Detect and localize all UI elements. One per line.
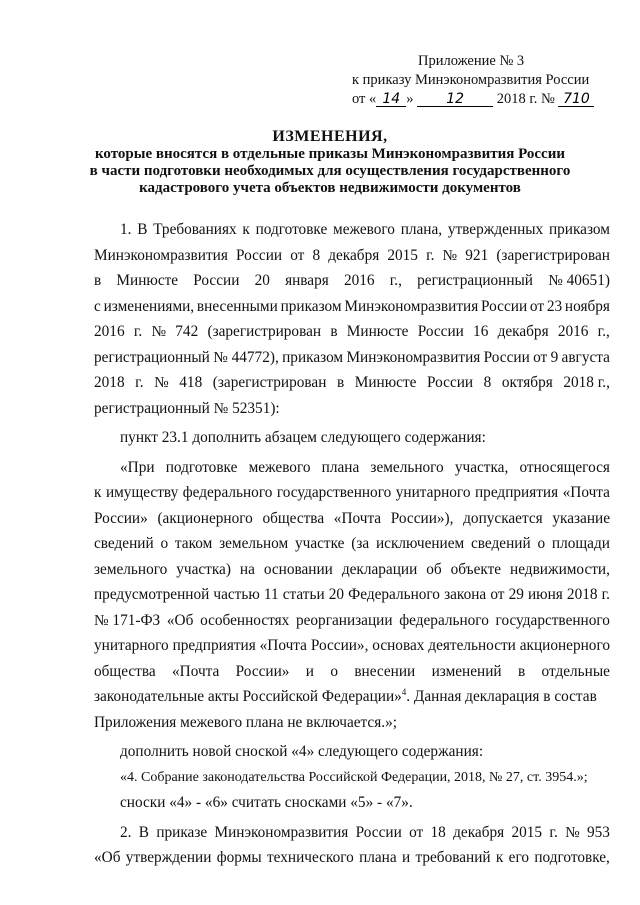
handwritten-order-number: 710	[558, 92, 594, 107]
word: унитарного	[395, 484, 471, 501]
handwritten-month: 12	[417, 92, 493, 107]
word: относящегося	[519, 458, 610, 476]
word: внесении	[354, 662, 416, 680]
paragraph-2: пункт 23.1 дополнить абзацем следующего содержания:	[120, 429, 486, 446]
word: России	[417, 323, 464, 340]
text-line	[94, 659, 610, 685]
word: и	[401, 849, 411, 866]
word: декабря	[453, 823, 505, 841]
word: межевого	[248, 458, 311, 476]
word: о	[160, 535, 169, 552]
word: изменениями,	[103, 297, 195, 315]
word: «Почта	[333, 509, 382, 527]
year-text: 2018 г. №	[496, 91, 555, 107]
text-line: регистрационный № 52351):	[94, 399, 280, 417]
appendix-header	[352, 52, 612, 109]
word: объекте	[450, 560, 502, 578]
word: г.,	[389, 272, 402, 289]
word: подготовке	[255, 221, 328, 238]
paragraph-4: дополнить новой сноской «4» следующего содержания:	[120, 743, 484, 760]
word: (за	[351, 535, 370, 552]
appendix-order-ref: к приказу Минэкономразвития России	[352, 72, 590, 88]
word: России	[427, 374, 474, 391]
word: июня	[527, 586, 563, 603]
word: №	[565, 823, 580, 841]
word: России	[481, 297, 528, 315]
word: закона	[444, 586, 487, 603]
word: 2016	[557, 323, 589, 340]
word: России	[355, 823, 402, 841]
word: 20	[254, 272, 270, 289]
word: приказом	[548, 221, 610, 238]
word: г.	[133, 323, 143, 340]
word: земельного	[94, 560, 168, 578]
word: исключением	[375, 535, 465, 552]
word: (акционерного	[157, 509, 253, 527]
word: №	[151, 323, 167, 340]
title-heading: ИЗМЕНЕНИЯ,	[272, 128, 388, 145]
word: акционерного	[519, 637, 610, 654]
word: имуществу	[105, 484, 179, 501]
word: 921	[465, 246, 489, 264]
word: плана	[359, 849, 397, 866]
word: от	[533, 348, 548, 366]
word: сведений	[471, 535, 531, 552]
word: 11	[263, 586, 279, 603]
word: 2015	[387, 246, 418, 264]
word: № 171-ФЗ	[94, 611, 161, 629]
word: особенностях	[200, 611, 290, 629]
word: Минэкономразвития	[94, 246, 228, 264]
word: октября	[501, 374, 553, 391]
word: статьи	[282, 586, 325, 603]
word: 2018	[94, 374, 125, 391]
word: 742	[175, 323, 199, 340]
word: сведений	[94, 535, 154, 552]
word: формы	[216, 849, 262, 866]
word: 1.	[120, 221, 132, 238]
word: России»	[235, 662, 290, 680]
text-line	[94, 319, 610, 345]
word: приказом	[282, 348, 344, 366]
word: Минюсте	[354, 374, 417, 391]
word: 953	[587, 823, 610, 841]
word: России	[235, 246, 283, 264]
word: 9	[550, 348, 559, 366]
word: технического	[266, 849, 354, 866]
text-line	[94, 633, 610, 659]
word: №	[154, 374, 169, 391]
word: (зарегистрирован	[207, 323, 322, 340]
word: «При	[120, 458, 155, 476]
word: Минэкономразвития	[346, 348, 481, 366]
word: В	[138, 823, 149, 841]
word: приказом	[280, 297, 342, 315]
word: 18	[430, 823, 446, 841]
word: предприятия	[474, 484, 559, 501]
word: 2015	[511, 823, 543, 841]
text-line	[94, 243, 610, 269]
word: государственного	[495, 611, 610, 629]
word: Минюсте	[116, 272, 179, 289]
word: государственного	[276, 484, 392, 501]
word: от	[490, 586, 505, 603]
word: «Об	[94, 849, 121, 866]
document-title	[60, 128, 600, 197]
word: с	[94, 297, 101, 315]
word: земельного	[370, 458, 444, 476]
word: от	[290, 246, 305, 264]
word: о	[330, 662, 338, 680]
appendix-number: Приложение № 3	[418, 53, 525, 69]
text-line	[94, 582, 610, 608]
word: Требованиях	[153, 221, 237, 238]
footnote-ref: 4	[401, 686, 407, 697]
word: требований	[415, 849, 491, 866]
text-line	[94, 820, 610, 846]
word: регистрационный	[94, 348, 210, 366]
word: 8	[312, 246, 321, 264]
word: 2.	[120, 823, 132, 841]
word: к	[94, 484, 102, 501]
word: Минэкономразвития	[214, 823, 349, 841]
paragraph-6: сноски «4» - «6» считать сносками «5» - «7».	[120, 794, 413, 811]
appendix-date-line	[352, 90, 612, 109]
word: к	[242, 221, 250, 238]
word: декабря	[497, 323, 549, 340]
text-line	[94, 531, 610, 557]
text-line: Приложения межевого плана не включается.»;	[94, 713, 397, 731]
word: утвержденных	[447, 221, 544, 238]
word: основании	[263, 560, 333, 578]
text-line	[94, 217, 610, 243]
word: деятельности	[428, 637, 516, 654]
word: России	[483, 348, 530, 366]
text-line	[94, 370, 610, 396]
word: г.	[135, 374, 144, 391]
word: подготовке,	[534, 849, 610, 866]
word: г.	[426, 246, 435, 264]
word: ноября	[564, 297, 610, 315]
word: января	[285, 272, 329, 289]
word: России»,	[310, 637, 369, 654]
word: таком	[174, 535, 213, 552]
paragraph-7	[94, 820, 610, 871]
word: России	[193, 272, 240, 289]
word: подготовке	[165, 458, 238, 476]
text-line	[94, 480, 610, 506]
paragraph-1	[94, 217, 610, 396]
word: 2018	[566, 586, 598, 603]
word: «Почта	[562, 484, 610, 501]
word: 16	[473, 323, 489, 340]
word: площади	[551, 535, 610, 552]
word: г.	[601, 586, 610, 603]
paragraph-3	[94, 455, 610, 685]
word: 2018 г.,	[563, 374, 610, 391]
text-line: законодательные акты Российской Федерации»$^4$. Данная декларация в состав	[94, 686, 597, 705]
word: России»),	[390, 509, 454, 527]
word: приказе	[156, 823, 208, 841]
word: в	[336, 374, 345, 391]
word: и	[305, 662, 314, 680]
word: в	[330, 323, 338, 340]
word: (зарегистрирован	[212, 374, 327, 391]
word: Минюсте	[346, 323, 409, 340]
word: 2016	[343, 272, 375, 289]
word: реорганизации	[295, 611, 393, 629]
word: в	[517, 662, 526, 680]
word: от	[529, 297, 545, 315]
word: участка)	[176, 560, 231, 578]
word: об	[426, 560, 442, 578]
document-body	[94, 217, 610, 871]
word: изменений	[431, 662, 502, 680]
word: участке	[295, 535, 345, 552]
word: «Об	[166, 611, 194, 629]
word: №	[442, 246, 458, 264]
text-line	[94, 345, 610, 371]
word: (зарегистрирован	[496, 246, 610, 264]
text-line	[94, 608, 610, 634]
word: о	[537, 535, 546, 552]
word: № 44772),	[213, 348, 279, 366]
word: допускается	[463, 509, 543, 527]
word: к	[495, 849, 504, 866]
text-line	[94, 845, 610, 871]
word: общества	[94, 662, 156, 680]
word: отдельные	[541, 662, 610, 680]
word: Минэкономразвития	[344, 297, 479, 315]
footnote-text: «4. Собрание законодательства Российской Федерации, 2018, № 27, ст. 3954.»;	[120, 769, 588, 785]
title-line: кадастрового учета объектов недвижимости документов	[139, 180, 521, 196]
word: федерального	[399, 611, 489, 629]
word: августа	[561, 348, 610, 366]
word: 29	[508, 586, 524, 603]
word: на	[239, 560, 255, 578]
word: 2016	[94, 323, 125, 340]
handwritten-day: 14	[376, 92, 406, 107]
date-mid: »	[406, 91, 414, 107]
word: унитарного	[94, 637, 169, 654]
title-line: которые вносятся в отдельные приказы Минэкономразвития России	[94, 146, 565, 162]
word: «Почта	[259, 637, 307, 654]
text-line	[94, 506, 610, 532]
word: внесенными	[196, 297, 278, 315]
word: частью	[213, 586, 260, 603]
text-line	[94, 455, 610, 481]
word: России»	[94, 509, 148, 527]
word: от	[409, 823, 424, 841]
word: В	[137, 221, 148, 238]
word: межевого	[333, 221, 395, 238]
word: 418	[179, 374, 203, 391]
word: г.,	[597, 323, 610, 340]
word: его	[508, 849, 530, 866]
word: утверждении	[125, 849, 212, 866]
word: предприятия	[172, 637, 256, 654]
word: декабря	[328, 246, 380, 264]
word: 20	[328, 586, 345, 603]
word: 23	[546, 297, 563, 315]
word: федерального	[182, 484, 273, 501]
word: плана,	[400, 221, 443, 238]
text-line	[94, 557, 610, 583]
word: недвижимости,	[510, 560, 610, 578]
date-prefix: от «	[352, 91, 377, 107]
word: в	[94, 272, 102, 289]
word: декларации	[341, 560, 418, 578]
word: участка,	[454, 458, 509, 476]
text-line	[94, 268, 610, 294]
word: «Почта	[172, 662, 220, 680]
word: регистрационный	[417, 272, 533, 289]
word: указание	[552, 509, 610, 527]
word: общества	[262, 509, 325, 527]
word: г.	[549, 823, 558, 841]
word: основах	[372, 637, 425, 654]
word: предусмотренной	[94, 586, 210, 603]
text-line	[94, 294, 610, 320]
word: 8	[483, 374, 492, 391]
word: № 40651)	[548, 272, 610, 289]
word: земельном	[219, 535, 289, 552]
title-line: в части подготовки необходимых для осуществления государственного	[89, 163, 571, 179]
word: плана	[321, 458, 360, 476]
word: Федерального	[348, 586, 440, 603]
